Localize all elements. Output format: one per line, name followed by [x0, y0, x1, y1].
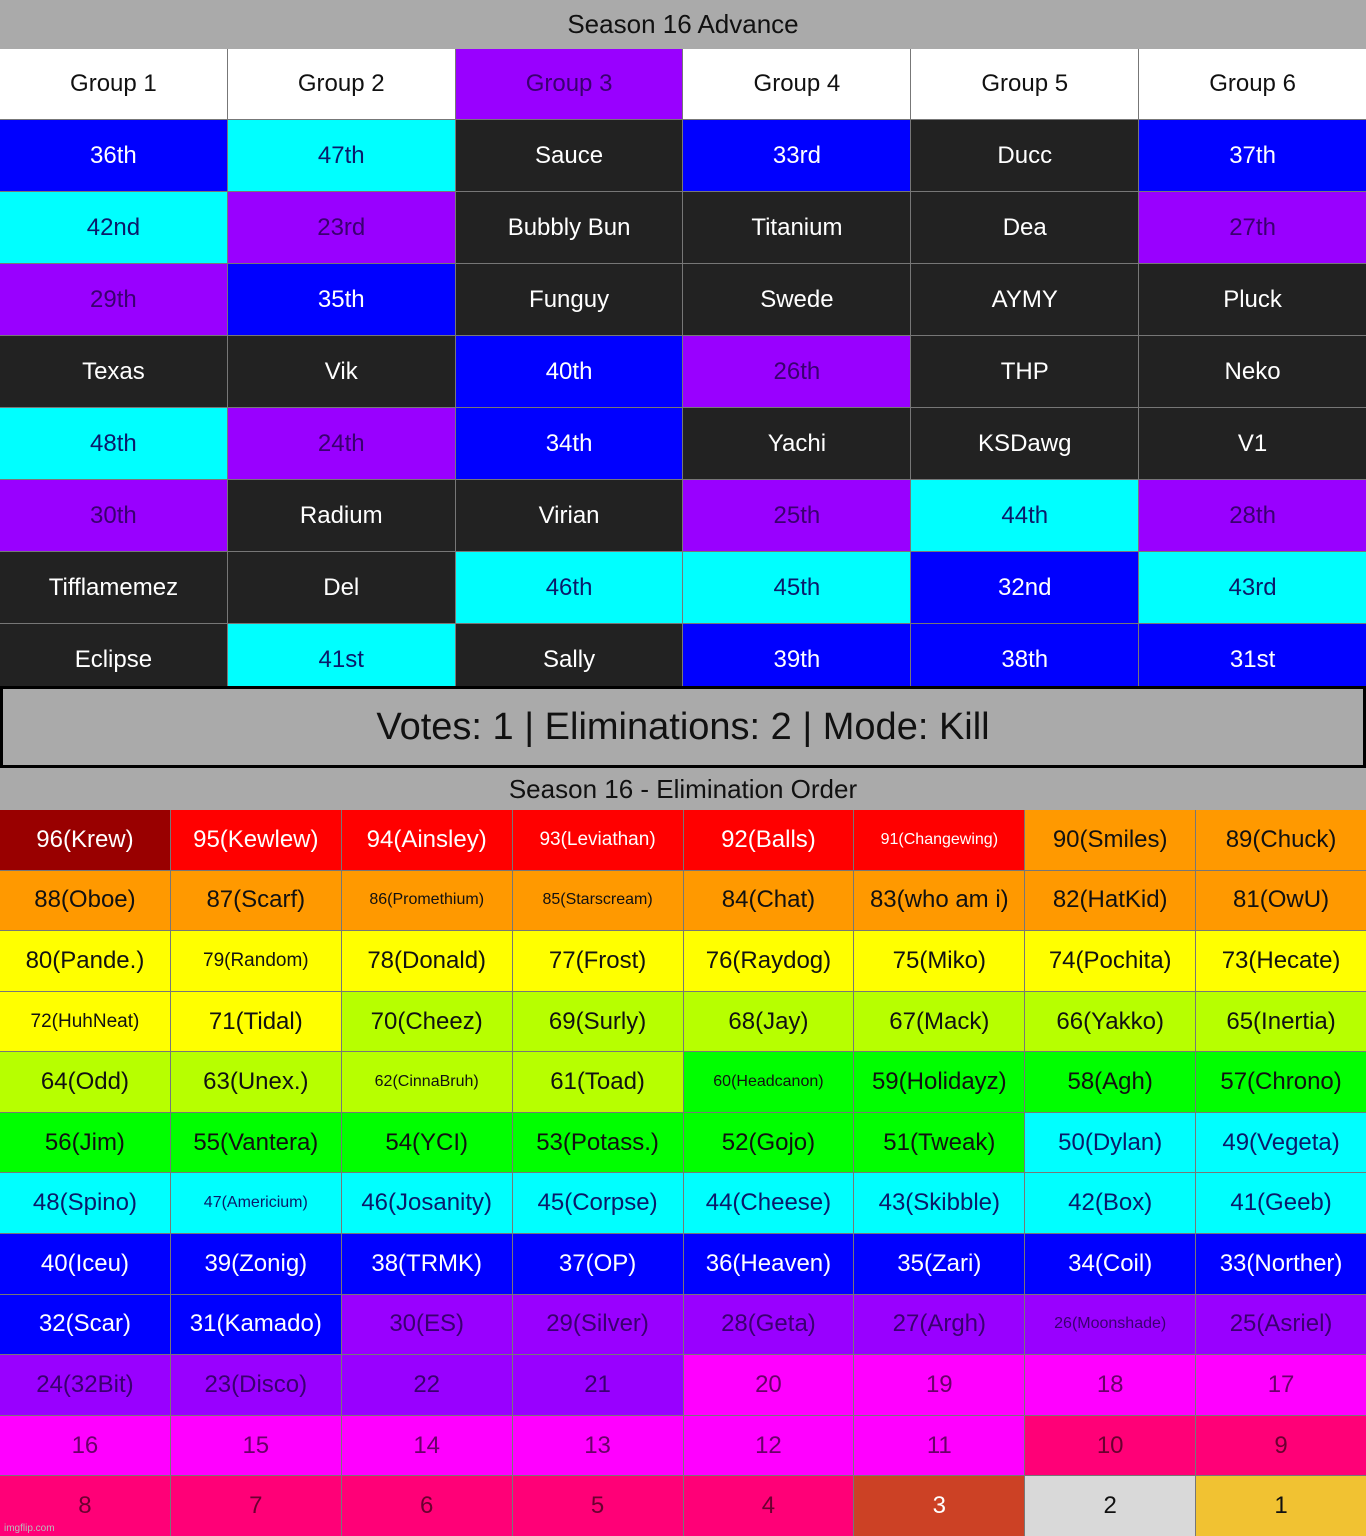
elimination-cell: 42(Box): [1025, 1173, 1195, 1233]
advance-cell: 25th: [683, 480, 910, 551]
advance-cell: 35th: [228, 264, 455, 335]
advance-cell: Sauce: [456, 120, 683, 191]
advance-cell: 47th: [228, 120, 455, 191]
group-header: Group 6: [1139, 49, 1366, 119]
advance-cell: Pluck: [1139, 264, 1366, 335]
elimination-cell: 70(Cheez): [342, 992, 512, 1052]
elimination-cell: 75(Miko): [854, 931, 1024, 991]
elimination-cell: 69(Surly): [513, 992, 683, 1052]
elimination-cell: 48(Spino): [0, 1173, 170, 1233]
elimination-cell: 29(Silver): [513, 1295, 683, 1355]
elimination-cell: 43(Skibble): [854, 1173, 1024, 1233]
advance-cell: Texas: [0, 336, 227, 407]
elimination-cell: 5: [513, 1476, 683, 1536]
elimination-cell: 19: [854, 1355, 1024, 1415]
elimination-cell: 53(Potass.): [513, 1113, 683, 1173]
advance-cell: AYMY: [911, 264, 1138, 335]
elimination-cell: 32(Scar): [0, 1295, 170, 1355]
elimination-cell: 11: [854, 1416, 1024, 1476]
elimination-cell: 80(Pande.): [0, 931, 170, 991]
elimination-cell: 95(Kewlew): [171, 810, 341, 870]
advance-cell: 33rd: [683, 120, 910, 191]
elimination-cell: 24(32Bit): [0, 1355, 170, 1415]
elimination-cell: 85(Starscream): [513, 871, 683, 931]
status-banner: Votes: 1 | Eliminations: 2 | Mode: Kill: [0, 686, 1366, 768]
advance-cell: Radium: [228, 480, 455, 551]
advance-cell: 28th: [1139, 480, 1366, 551]
elimination-cell: 38(TRMK): [342, 1234, 512, 1294]
elimination-cell: 27(Argh): [854, 1295, 1024, 1355]
elimination-cell: 90(Smiles): [1025, 810, 1195, 870]
advance-cell: Dea: [911, 192, 1138, 263]
elimination-cell: 30(ES): [342, 1295, 512, 1355]
elimination-cell: 91(Changewing): [854, 810, 1024, 870]
elimination-cell: 62(CinnaBruh): [342, 1052, 512, 1112]
elimination-cell: 4: [684, 1476, 854, 1536]
advance-cell: Bubbly Bun: [456, 192, 683, 263]
elimination-cell: 8: [0, 1476, 170, 1536]
elimination-cell: 65(Inertia): [1196, 992, 1366, 1052]
advance-cell: V1: [1139, 408, 1366, 479]
advance-cell: 26th: [683, 336, 910, 407]
advance-cell: 31st: [1139, 624, 1366, 695]
elimination-cell: 35(Zari): [854, 1234, 1024, 1294]
advance-cell: 40th: [456, 336, 683, 407]
advance-cell: 30th: [0, 480, 227, 551]
elimination-cell: 72(HuhNeat): [0, 992, 170, 1052]
elimination-cell: 58(Agh): [1025, 1052, 1195, 1112]
group-header: Group 2: [228, 49, 455, 119]
elimination-cell: 9: [1196, 1416, 1366, 1476]
advance-table: [0, 49, 1366, 686]
elimination-cell: 59(Holidayz): [854, 1052, 1024, 1112]
advance-cell: Eclipse: [0, 624, 227, 695]
elimination-cell: 71(Tidal): [171, 992, 341, 1052]
elimination-cell: 23(Disco): [171, 1355, 341, 1415]
elimination-title: Season 16 - Elimination Order: [0, 768, 1366, 810]
elimination-cell: 44(Cheese): [684, 1173, 854, 1233]
elimination-cell: 28(Geta): [684, 1295, 854, 1355]
elimination-cell: 63(Unex.): [171, 1052, 341, 1112]
elimination-cell: 46(Josanity): [342, 1173, 512, 1233]
elimination-cell: 83(who am i): [854, 871, 1024, 931]
elimination-cell: 52(Gojo): [684, 1113, 854, 1173]
advance-cell: 29th: [0, 264, 227, 335]
elimination-cell: 55(Vantera): [171, 1113, 341, 1173]
advance-title: Season 16 Advance: [0, 0, 1366, 49]
advance-cell: 32nd: [911, 552, 1138, 623]
elimination-cell: 84(Chat): [684, 871, 854, 931]
advance-cell: 43rd: [1139, 552, 1366, 623]
elimination-cell: 77(Frost): [513, 931, 683, 991]
elimination-cell: 15: [171, 1416, 341, 1476]
advance-cell: Neko: [1139, 336, 1366, 407]
elimination-cell: 49(Vegeta): [1196, 1113, 1366, 1173]
elimination-cell: 74(Pochita): [1025, 931, 1195, 991]
elimination-cell: 54(YCI): [342, 1113, 512, 1173]
elimination-cell: 1: [1196, 1476, 1366, 1536]
elimination-cell: 34(Coil): [1025, 1234, 1195, 1294]
elimination-cell: 33(Norther): [1196, 1234, 1366, 1294]
elimination-cell: 94(Ainsley): [342, 810, 512, 870]
elimination-cell: 89(Chuck): [1196, 810, 1366, 870]
advance-cell: Funguy: [456, 264, 683, 335]
elimination-cell: 47(Americium): [171, 1173, 341, 1233]
elimination-cell: 50(Dylan): [1025, 1113, 1195, 1173]
elimination-cell: 82(HatKid): [1025, 871, 1195, 931]
elimination-table: [0, 810, 1366, 1536]
elimination-cell: 68(Jay): [684, 992, 854, 1052]
advance-cell: 24th: [228, 408, 455, 479]
elimination-cell: 66(Yakko): [1025, 992, 1195, 1052]
elimination-cell: 17: [1196, 1355, 1366, 1415]
elimination-cell: 7: [171, 1476, 341, 1536]
advance-cell: 46th: [456, 552, 683, 623]
elimination-cell: 64(Odd): [0, 1052, 170, 1112]
group-header: Group 4: [683, 49, 910, 119]
elimination-cell: 18: [1025, 1355, 1195, 1415]
elimination-cell: 26(Moonshade): [1025, 1295, 1195, 1355]
elimination-cell: 2: [1025, 1476, 1195, 1536]
elimination-cell: 21: [513, 1355, 683, 1415]
advance-cell: 41st: [228, 624, 455, 695]
advance-cell: Yachi: [683, 408, 910, 479]
elimination-cell: 12: [684, 1416, 854, 1476]
elimination-cell: 45(Corpse): [513, 1173, 683, 1233]
elimination-cell: 60(Headcanon): [684, 1052, 854, 1112]
elimination-cell: 16: [0, 1416, 170, 1476]
advance-cell: Virian: [456, 480, 683, 551]
advance-cell: Titanium: [683, 192, 910, 263]
elimination-cell: 92(Balls): [684, 810, 854, 870]
elimination-cell: 87(Scarf): [171, 871, 341, 931]
elimination-cell: 81(OwU): [1196, 871, 1366, 931]
advance-cell: 34th: [456, 408, 683, 479]
group-header: Group 3: [456, 49, 683, 119]
group-header: Group 1: [0, 49, 227, 119]
advance-cell: Sally: [456, 624, 683, 695]
elimination-cell: 61(Toad): [513, 1052, 683, 1112]
advance-cell: THP: [911, 336, 1138, 407]
elimination-cell: 76(Raydog): [684, 931, 854, 991]
advance-cell: 23rd: [228, 192, 455, 263]
elimination-cell: 96(Krew): [0, 810, 170, 870]
elimination-cell: 13: [513, 1416, 683, 1476]
advance-cell: 45th: [683, 552, 910, 623]
elimination-cell: 67(Mack): [854, 992, 1024, 1052]
advance-cell: 36th: [0, 120, 227, 191]
advance-cell: Swede: [683, 264, 910, 335]
elimination-cell: 56(Jim): [0, 1113, 170, 1173]
advance-cell: KSDawg: [911, 408, 1138, 479]
elimination-cell: 22: [342, 1355, 512, 1415]
elimination-cell: 73(Hecate): [1196, 931, 1366, 991]
advance-cell: Tifflamemez: [0, 552, 227, 623]
advance-cell: 39th: [683, 624, 910, 695]
watermark: imgflip.com: [4, 1523, 55, 1534]
advance-cell: Vik: [228, 336, 455, 407]
elimination-cell: 79(Random): [171, 931, 341, 991]
elimination-cell: 6: [342, 1476, 512, 1536]
elimination-cell: 51(Tweak): [854, 1113, 1024, 1173]
elimination-cell: 31(Kamado): [171, 1295, 341, 1355]
advance-cell: 44th: [911, 480, 1138, 551]
advance-cell: Ducc: [911, 120, 1138, 191]
advance-cell: 27th: [1139, 192, 1366, 263]
elimination-cell: 37(OP): [513, 1234, 683, 1294]
elimination-cell: 10: [1025, 1416, 1195, 1476]
elimination-cell: 39(Zonig): [171, 1234, 341, 1294]
advance-cell: 42nd: [0, 192, 227, 263]
elimination-cell: 93(Leviathan): [513, 810, 683, 870]
elimination-cell: 41(Geeb): [1196, 1173, 1366, 1233]
elimination-cell: 3: [854, 1476, 1024, 1536]
elimination-cell: 40(Iceu): [0, 1234, 170, 1294]
elimination-cell: 57(Chrono): [1196, 1052, 1366, 1112]
elimination-cell: 14: [342, 1416, 512, 1476]
advance-cell: 38th: [911, 624, 1138, 695]
group-header: Group 5: [911, 49, 1138, 119]
elimination-cell: 25(Asriel): [1196, 1295, 1366, 1355]
advance-cell: Del: [228, 552, 455, 623]
elimination-cell: 36(Heaven): [684, 1234, 854, 1294]
elimination-cell: 86(Promethium): [342, 871, 512, 931]
advance-cell: 48th: [0, 408, 227, 479]
elimination-cell: 88(Oboe): [0, 871, 170, 931]
advance-cell: 37th: [1139, 120, 1366, 191]
elimination-cell: 78(Donald): [342, 931, 512, 991]
elimination-cell: 20: [684, 1355, 854, 1415]
